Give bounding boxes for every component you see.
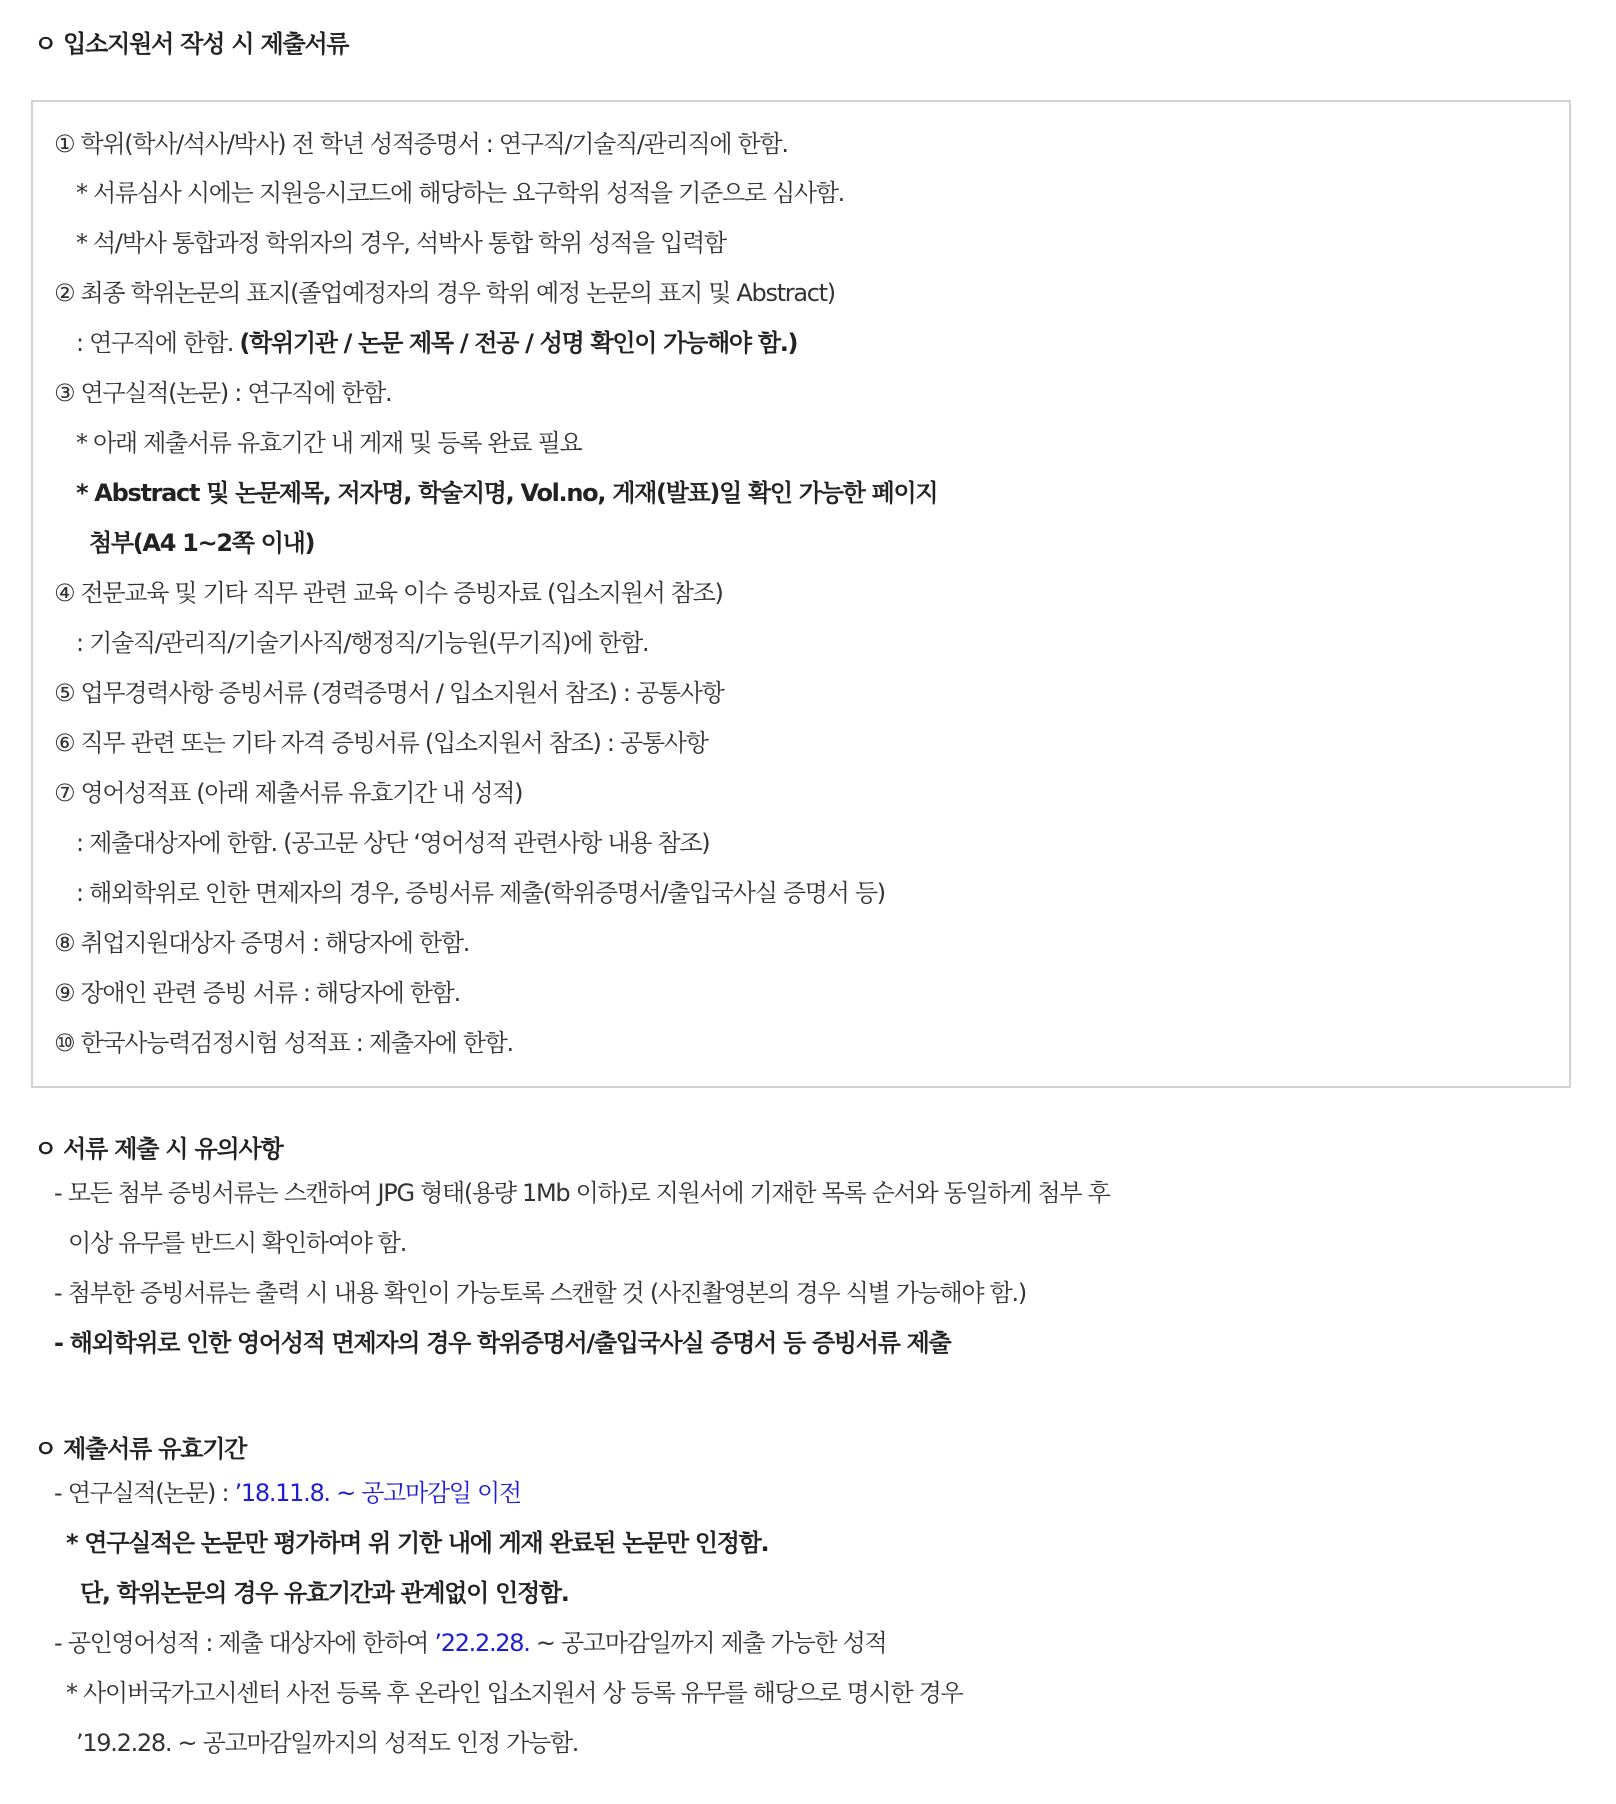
item-7-note-2: : 해외학위로 인한 면제자의 경우, 증빙서류 제출(학위증명서/출입국사실 증명서 등) xyxy=(76,879,885,907)
validity-research-period: ’18.11.8. ~ 공고마감일 이전 xyxy=(234,1479,521,1507)
validity-research-note-cont: 단, 학위논문의 경우 유효기간과 관계없이 인정함. xyxy=(80,1579,569,1607)
item-1-transcript: ① 학위(학사/석사/박사) 전 학년 성적증명서 : 연구직/기술직/관리직에 한함. xyxy=(54,130,788,158)
section-heading-required-documents: ㅇ 입소지원서 작성 시 제출서류 xyxy=(34,30,349,58)
validity-english-note: * 사이버국가고시센터 사전 등록 후 온라인 입소지원서 상 등록 유무를 해당으로 명시한 경우 xyxy=(66,1679,963,1707)
item-2-note-bold: (학위기관 / 논문 제목 / 전공 / 성명 확인이 가능해야 함.) xyxy=(239,329,798,357)
item-1-note-1: * 서류심사 시에는 지원응시코드에 해당하는 요구학위 성적을 기준으로 심사함. xyxy=(76,179,844,207)
item-7-english: ⑦ 영어성적표 (아래 제출서류 유효기간 내 성적) xyxy=(54,779,523,807)
note-overseas-degree-bold: - 해외학위로 인한 영어성적 면제자의 경우 학위증명서/출입국사실 증명서 등 증빙서류 제출 xyxy=(54,1329,951,1357)
item-3-note-2-cont: 첨부(A4 1~2쪽 이내) xyxy=(89,529,315,557)
validity-research-note-bold: * 연구실적은 논문만 평가하며 위 기한 내에 게재 완료된 논문만 인정함. xyxy=(66,1529,769,1557)
item-1-note-2: * 석/박사 통합과정 학위자의 경우, 석박사 통합 학위 성적을 입력함 xyxy=(76,229,726,257)
section-heading-submission-notes: ㅇ 서류 제출 시 유의사항 xyxy=(34,1135,283,1163)
item-10-korean-history: ⑩ 한국사능력검정시험 성적표 : 제출자에 한함. xyxy=(54,1029,513,1057)
item-8-employment-support: ⑧ 취업지원대상자 증명서 : 해당자에 한함. xyxy=(54,929,470,957)
item-3-research: ③ 연구실적(논문) : 연구직에 한함. xyxy=(54,379,392,407)
item-7-note-1: : 제출대상자에 한함. (공고문 상단 ‘영어성적 관련사항 내용 참조) xyxy=(76,829,710,857)
item-6-certificates: ⑥ 직무 관련 또는 기타 자격 증빙서류 (입소지원서 참조) : 공통사항 xyxy=(54,729,708,757)
item-5-career: ⑤ 업무경력사항 증빙서류 (경력증명서 / 입소지원서 참조) : 공통사항 xyxy=(54,679,724,707)
note-scan-jpg-cont: 이상 유무를 반드시 확인하여야 함. xyxy=(68,1229,407,1257)
item-4-note: : 기술직/관리직/기술기사직/행정직/기능원(무기직)에 한함. xyxy=(76,629,649,657)
note-scan-readable: - 첨부한 증빙서류는 출력 시 내용 확인이 가능토록 스캔할 것 (사진촬영본의 경우 식별 가능해야 함.) xyxy=(54,1279,1026,1307)
validity-research xyxy=(54,1478,521,1508)
validity-english-note-cont: ’19.2.28. ~ 공고마감일까지의 성적도 인정 가능함. xyxy=(76,1729,579,1757)
note-scan-jpg: - 모든 첨부 증빙서류는 스캔하여 JPG 형태(용량 1Mb 이하)로 지원서에 기재한 목록 순서와 동일하게 첨부 후 xyxy=(54,1179,1110,1207)
item-2-note-text: : 연구직에 한함. xyxy=(76,329,240,357)
item-3-note-2-bold: * Abstract 및 논문제목, 저자명, 학술지명, Vol.no, 게재(발표)일 확인 가능한 페이지 xyxy=(76,479,938,507)
item-2-note xyxy=(76,328,797,358)
validity-english xyxy=(54,1628,886,1658)
section-heading-validity-period: ㅇ 제출서류 유효기간 xyxy=(34,1435,247,1463)
validity-research-label: - 연구실적(논문) : xyxy=(54,1479,235,1507)
item-9-disability: ⑨ 장애인 관련 증빙 서류 : 해당자에 한함. xyxy=(54,979,460,1007)
validity-english-rest: ~ 공고마감일까지 제출 가능한 성적 xyxy=(529,1629,887,1657)
item-3-note-1: * 아래 제출서류 유효기간 내 게재 및 등록 완료 필요 xyxy=(76,429,582,457)
item-2-thesis-cover: ② 최종 학위논문의 표지(졸업예정자의 경우 학위 예정 논문의 표지 및 Abstract) xyxy=(54,279,835,307)
item-4-training: ④ 전문교육 및 기타 직무 관련 교육 이수 증빙자료 (입소지원서 참조) xyxy=(54,579,723,607)
validity-english-label: - 공인영어성적 : 제출 대상자에 한하여 xyxy=(54,1629,435,1657)
validity-english-date: ’22.2.28. xyxy=(434,1629,530,1657)
